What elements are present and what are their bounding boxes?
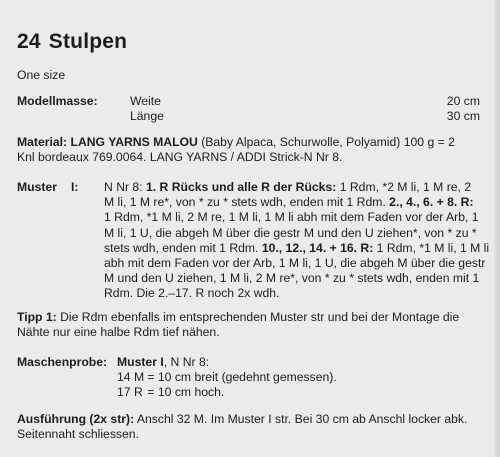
pattern-title: Stulpen bbox=[48, 30, 128, 53]
muster-text: 1 Rdm, *2 M li, 1 M re, 2 bbox=[336, 180, 472, 194]
material-composition: (Baby Alpaca, Schurwolle, Polyamid) 100 g = 2 bbox=[201, 135, 455, 149]
modellmasse-label: Modellmasse: bbox=[17, 94, 98, 108]
tipp-text-2: Nähte nur eine halbe Rdm tief nähen. bbox=[17, 325, 220, 340]
muster-text: M und den U ziehen, 1 M li, 2 M re*, von * zu * stets wdh, enden mit 1 bbox=[104, 271, 480, 286]
tipp-label: Tipp 1: bbox=[17, 310, 57, 324]
muster-text: M li, 1 M re*, von * zu * stets wdh, enden mit 1 Rdm. bbox=[104, 195, 390, 210]
muster-line bbox=[104, 195, 494, 210]
gauge-stitch-text: = 10 cm breit (gedehnt gemessen). bbox=[147, 370, 337, 384]
muster-text: abh mit dem Faden vor der Arb, 1 M li, 1 U, die abgeh M über die gestr bbox=[104, 256, 486, 271]
muster-line bbox=[104, 241, 494, 256]
muster-text: 1 Rdm, *1 M li, 2 M re, 1 M li, 1 M li abh mit dem Faden vor der Arb, 1 bbox=[104, 210, 479, 225]
tipp-block bbox=[17, 310, 487, 340]
muster-text: N Nr 8: bbox=[104, 180, 146, 194]
muster-text: M li, 1 U, die abgeh M über die gestr M und den U ziehen*, von * zu * bbox=[104, 225, 477, 240]
laenge-label: Länge bbox=[130, 109, 164, 123]
muster-instructions bbox=[104, 180, 494, 302]
muster-row-label: 1. R Rücks und alle R der Rücks: bbox=[145, 180, 337, 194]
muster-line bbox=[104, 271, 494, 286]
ausfuehrung-text-2: Seitennaht schliessen. bbox=[17, 427, 139, 442]
gauge-row-text: = 10 cm hoch. bbox=[147, 385, 225, 399]
muster-label: Muster bbox=[17, 180, 57, 194]
gauge-row-count: 17 R bbox=[117, 385, 143, 399]
muster-text: 1 Rdm, *1 M li, 1 M li bbox=[373, 240, 490, 255]
page-title bbox=[17, 30, 127, 54]
size-text: One size bbox=[17, 68, 66, 82]
muster-line bbox=[104, 210, 494, 225]
gauge-row-stitches bbox=[117, 370, 337, 384]
muster-line bbox=[104, 256, 494, 271]
maschenprobe-muster bbox=[117, 355, 209, 370]
maschenprobe-label: Maschenprobe: bbox=[17, 355, 108, 369]
gauge-stitch-count: 14 M bbox=[117, 370, 145, 384]
pattern-number: 24 bbox=[17, 30, 41, 53]
material-block bbox=[17, 135, 487, 165]
page-edge-shadow bbox=[494, 0, 500, 457]
ausfuehrung-label: Ausführung (2x str): bbox=[17, 412, 135, 426]
weite-value: 20 cm bbox=[446, 94, 480, 108]
tipp-text-1: Die Rdm ebenfalls im entsprechenden Muster str und bei der Montage die bbox=[60, 310, 460, 324]
muster-text: stets wdh, enden mit 1 Rdm. bbox=[104, 240, 262, 255]
muster-roman: I: bbox=[71, 180, 79, 194]
muster-line bbox=[104, 286, 494, 301]
muster-row-label: 2., 4., 6. + 8. R: bbox=[389, 195, 474, 210]
muster-text: Rdm. Die 2.–17. R noch 2x wdh. bbox=[104, 286, 280, 301]
material-label: Material: LANG YARNS MALOU bbox=[17, 135, 198, 149]
muster-row-label: 10., 12., 14. + 16. R: bbox=[261, 240, 374, 255]
muster-line bbox=[104, 226, 494, 241]
laenge-value: 30 cm bbox=[446, 109, 480, 123]
ausfuehrung-text-1: Anschl 32 M. Im Muster I str. Bei 30 cm ab Anschl locker abk. bbox=[136, 412, 468, 426]
maschenprobe-muster-label: Muster I bbox=[117, 355, 164, 369]
material-details: Knl bordeaux 769.0064. LANG YARNS / ADDI Strick-N Nr 8. bbox=[17, 150, 343, 165]
ausfuehrung-block bbox=[17, 412, 487, 442]
muster-line bbox=[104, 180, 494, 195]
maschenprobe-muster-rest: , N Nr 8: bbox=[163, 355, 210, 369]
gauge-row-rows bbox=[117, 385, 224, 399]
weite-label: Weite bbox=[130, 94, 161, 108]
